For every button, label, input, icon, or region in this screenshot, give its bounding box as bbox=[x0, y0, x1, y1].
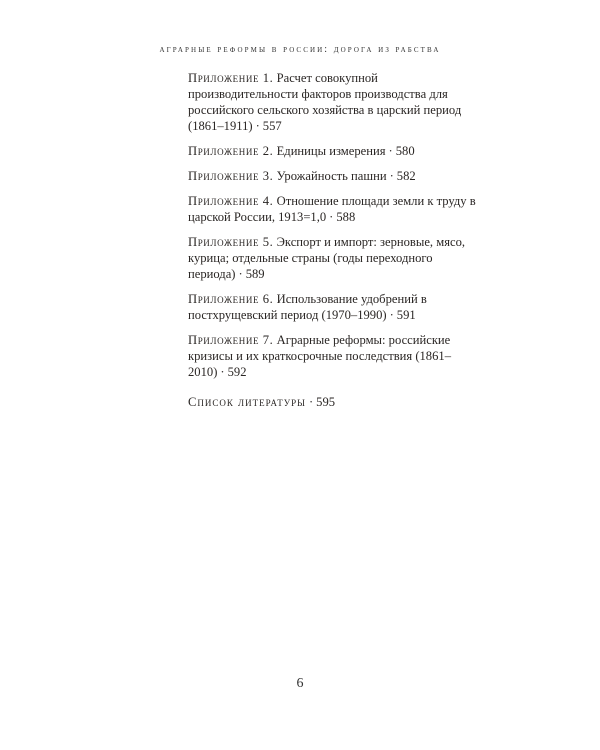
toc-separator: · bbox=[308, 395, 314, 409]
toc-entry-label: Приложение 1. bbox=[188, 71, 274, 85]
toc-entry-bibliography bbox=[188, 394, 488, 410]
toc-entry-page: 591 bbox=[396, 308, 416, 322]
toc-entry-title: Единицы измерения bbox=[276, 144, 386, 158]
toc-entry-label: Приложение 3. bbox=[188, 169, 274, 183]
toc-entry-label: Приложение 4. bbox=[188, 194, 274, 208]
toc-separator: · bbox=[329, 210, 334, 224]
toc-separator: · bbox=[389, 308, 394, 322]
toc-entry-page: 557 bbox=[262, 119, 282, 133]
toc-entry-appendix-6 bbox=[188, 291, 488, 323]
toc-entry-label: Приложение 7. bbox=[188, 333, 274, 347]
toc-entry-page: 592 bbox=[227, 365, 247, 379]
toc-entry-page: 580 bbox=[395, 144, 415, 158]
toc-entry-appendix-1 bbox=[188, 70, 488, 134]
toc-separator: · bbox=[389, 169, 394, 183]
toc-entry-label: Приложение 2. bbox=[188, 144, 274, 158]
toc-entry-appendix-5 bbox=[188, 234, 488, 282]
running-head: аграрные реформы в россии: дорога из рабства bbox=[159, 44, 441, 55]
toc-separator: · bbox=[238, 267, 243, 281]
toc-separator: · bbox=[220, 365, 225, 379]
toc-entry-page: 589 bbox=[245, 267, 265, 281]
table-of-contents bbox=[188, 70, 488, 419]
toc-entry-title: Расчет совокупной производительности факторов производства для российского сельского хозяйства в царский период (1861–1911) bbox=[188, 71, 462, 133]
toc-entry-appendix-3 bbox=[188, 168, 488, 184]
toc-entry-appendix-2 bbox=[188, 143, 488, 159]
toc-entry-label: Приложение 5. bbox=[188, 235, 274, 249]
toc-entry-appendix-7 bbox=[188, 332, 488, 380]
toc-entry-title: Использование удобрений в постхрущевский период (1970–1990) bbox=[188, 292, 427, 322]
toc-entry-title: Отношение площади земли к труду в царской России, 1913=1,0 bbox=[188, 194, 476, 224]
toc-entry-label: Приложение 6. bbox=[188, 292, 274, 306]
toc-separator: · bbox=[388, 144, 393, 158]
toc-entry-page: 582 bbox=[396, 169, 416, 183]
toc-entry-appendix-4 bbox=[188, 193, 488, 225]
toc-entry-title: Экспорт и импорт: зерновые, мясо, курица; отдельные страны (годы переходного периода) bbox=[188, 235, 466, 281]
toc-entry-page: 595 bbox=[316, 395, 336, 409]
toc-entry-label: Список литературы bbox=[188, 395, 306, 409]
toc-entry-title: Урожайность пашни bbox=[276, 169, 387, 183]
toc-entry-title: Аграрные реформы: российские кризисы и их краткосрочные последствия (1861–2010) bbox=[188, 333, 451, 379]
toc-separator: · bbox=[255, 119, 260, 133]
toc-entry-page: 588 bbox=[336, 210, 356, 224]
page-number: 6 bbox=[296, 676, 304, 691]
